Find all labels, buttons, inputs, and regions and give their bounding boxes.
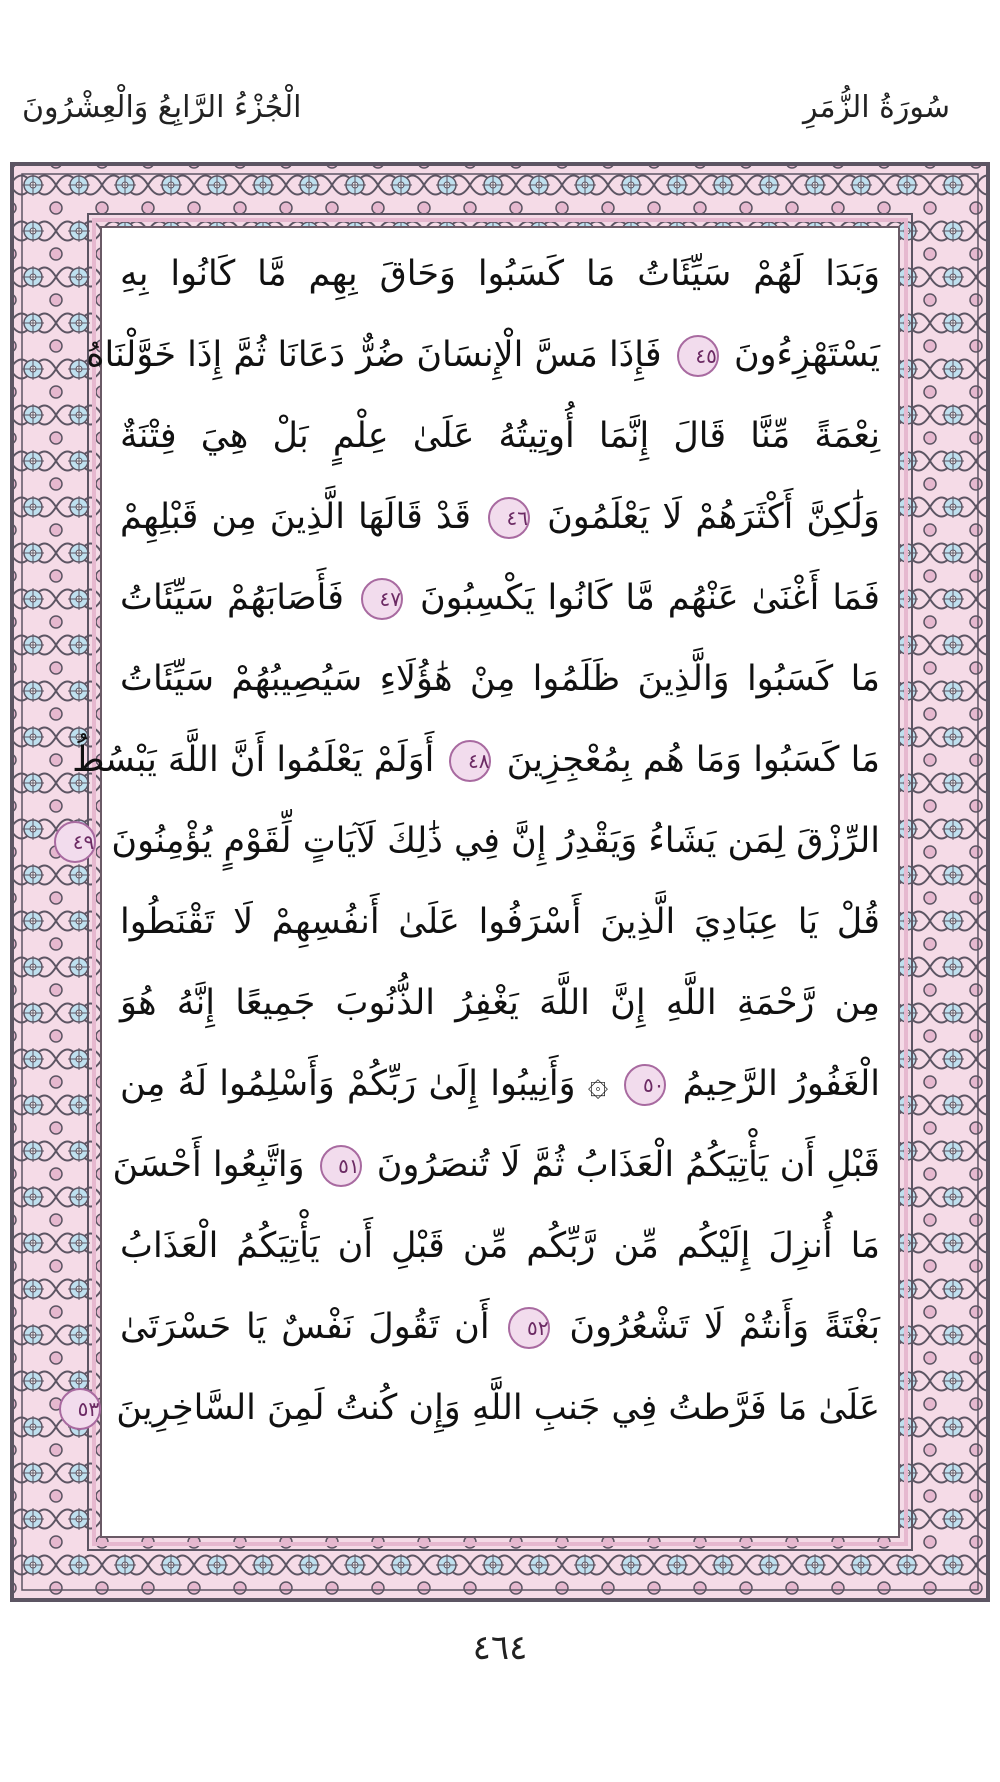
ayah-marker-icon: ٤٦ [488, 497, 530, 539]
verse-line [120, 234, 880, 315]
verse-line [120, 882, 880, 963]
verse-text: بَغْتَةً وَأَنتُمْ لَا تَشْعُرُونَ [569, 1307, 880, 1347]
verse-text: أَن تَقُولَ نَفْسٌ يَا حَسْرَتَىٰ [120, 1307, 490, 1347]
verse-line [77, 1368, 880, 1449]
verse-text: مَا كَسَبُوا وَمَا هُم بِمُعْجِزِينَ [506, 740, 880, 780]
ayah-marker-icon: ٥٠ [624, 1064, 666, 1106]
verse-text: فَمَا أَغْنَىٰ عَنْهُم مَّا كَانُوا يَكْسِبُونَ [419, 578, 880, 618]
verse-line [112, 1125, 880, 1206]
verse-line [120, 639, 880, 720]
verse-text: ۞ وَأَنِيبُوا إِلَىٰ رَبِّكُمْ وَأَسْلِمُوا لَهُ مِن [120, 1064, 609, 1104]
verse-line [120, 1206, 880, 1287]
verse-text: الرِّزْقَ لِمَن يَشَاءُ وَيَقْدِرُ إِنَّ فِي ذَٰلِكَ لَآيَاتٍ لِّقَوْمٍ يُؤْمِنُونَ [111, 821, 880, 861]
verse-line [120, 1044, 880, 1125]
verse-text: مَا أُنزِلَ إِلَيْكُم مِّن رَّبِّكُم مِّن قَبْلِ أَن يَأْتِيَكُمُ الْعَذَابُ [120, 1226, 880, 1266]
ayah-marker-icon: ٥٢ [508, 1307, 550, 1349]
ayah-marker-icon: ٥١ [320, 1145, 362, 1187]
verse-text: نِعْمَةً مِّنَّا قَالَ إِنَّمَا أُوتِيتُهُ عَلَىٰ عِلْمٍ بَلْ هِيَ فِتْنَةٌ [120, 416, 880, 456]
verse-text: يَسْتَهْزِءُونَ [733, 335, 880, 375]
verse-text: مِن رَّحْمَةِ اللَّهِ إِنَّ اللَّهَ يَغْفِرُ الذُّنُوبَ جَمِيعًا إِنَّهُ هُوَ [120, 983, 880, 1023]
verse-text: وَاتَّبِعُوا أَحْسَنَ [112, 1145, 305, 1185]
verse-text: فَإِذَا مَسَّ الْإِنسَانَ ضُرٌّ دَعَانَا ثُمَّ إِذَا خَوَّلْنَاهُ [86, 335, 662, 375]
page-header [0, 90, 1000, 140]
verse-text: مَا كَسَبُوا وَالَّذِينَ ظَلَمُوا مِنْ هَٰؤُلَاءِ سَيُصِيبُهُمْ سَيِّئَاتُ [120, 659, 880, 699]
ayah-marker-icon: ٤٥ [677, 335, 719, 377]
verse-text: الْغَفُورُ الرَّحِيمُ [682, 1064, 880, 1104]
verse-text: قُلْ يَا عِبَادِيَ الَّذِينَ أَسْرَفُوا عَلَىٰ أَنفُسِهِمْ لَا تَقْنَطُوا [120, 902, 880, 942]
verse-line [72, 720, 880, 801]
verse-line [120, 558, 880, 639]
verse-text: وَبَدَا لَهُمْ سَيِّئَاتُ مَا كَسَبُوا وَحَاقَ بِهِم مَّا كَانُوا بِهِ [120, 254, 880, 294]
ayah-marker-icon: ٥٣ [59, 1388, 101, 1430]
verse-line [120, 477, 880, 558]
ayah-marker-icon: ٤٩ [54, 821, 96, 863]
verse-line [120, 963, 880, 1044]
juz-title: الْجُزْءُ الرَّابِعُ وَالْعِشْرُونَ [22, 90, 302, 125]
verse-line [120, 1287, 880, 1368]
verse-text: فَأَصَابَهُمْ سَيِّئَاتُ [120, 578, 344, 618]
verse-text: قَدْ قَالَهَا الَّذِينَ مِن قَبْلِهِمْ [120, 497, 471, 537]
verse-line [86, 315, 880, 396]
verse-text: أَوَلَمْ يَعْلَمُوا أَنَّ اللَّهَ يَبْسُطُ [72, 740, 435, 780]
verse-text: عَلَىٰ مَا فَرَّطتُ فِي جَنبِ اللَّهِ وَإِن كُنتُ لَمِنَ السَّاخِرِينَ [116, 1388, 880, 1428]
page-number: ٤٦٤ [472, 1628, 528, 1668]
verse-text: وَلَٰكِنَّ أَكْثَرَهُمْ لَا يَعْلَمُونَ [547, 497, 880, 537]
ayah-marker-icon: ٤٧ [361, 578, 403, 620]
surah-title: سُورَةُ الزُّمَرِ [802, 90, 950, 125]
ayah-marker-icon: ٤٨ [449, 740, 491, 782]
verse-line [120, 396, 880, 477]
verse-line [72, 801, 880, 882]
ornamental-frame [10, 162, 990, 1602]
verse-panel [72, 226, 900, 1538]
verse-text: قَبْلِ أَن يَأْتِيَكُمُ الْعَذَابُ ثُمَّ لَا تُنصَرُونَ [376, 1145, 880, 1185]
